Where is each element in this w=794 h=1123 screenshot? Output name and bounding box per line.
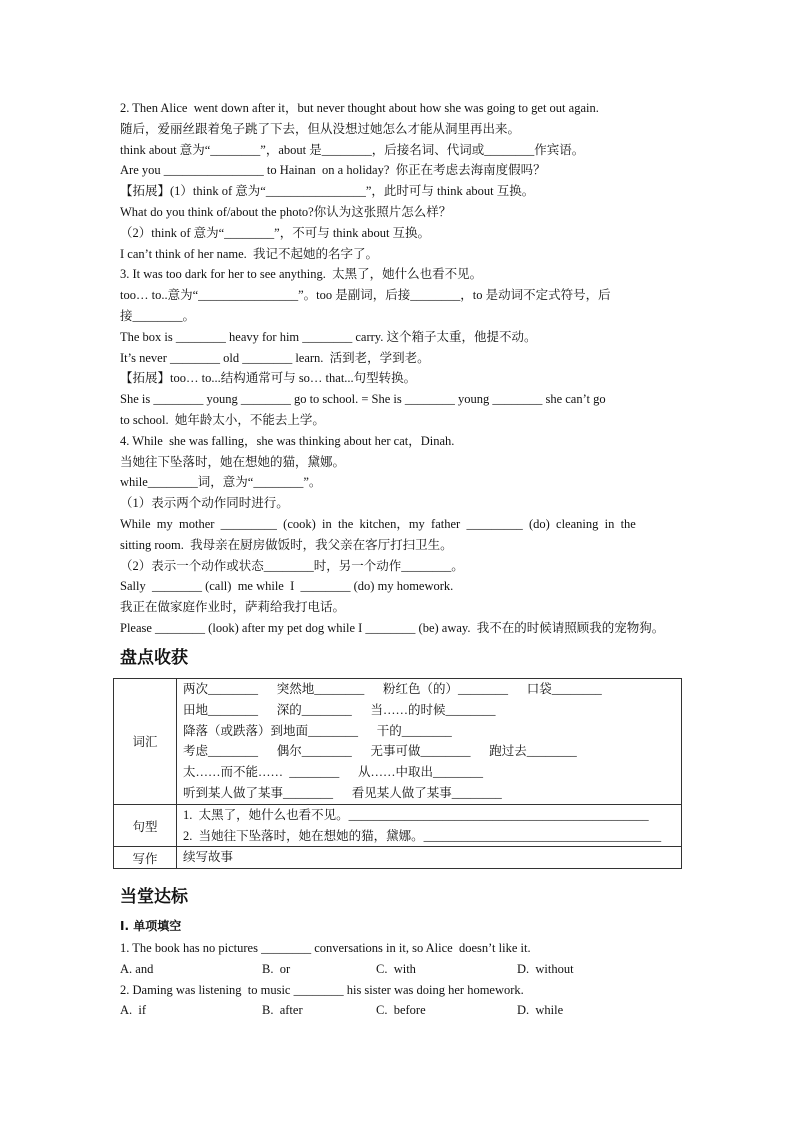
text-line: （2）think of 意为“________”，不可与 think about 互换。 <box>120 225 431 240</box>
text-line: while________词，意为“________”。 <box>120 475 322 490</box>
text-line: 2. Then Alice went down after it，but never thought about how she was going to get out again. <box>120 101 599 115</box>
text-line: While my mother _________ (cook) in the kitchen，my father _________ (do) cleaning in the <box>120 516 636 531</box>
text-line: 当她往下坠落时，她在想她的猫，黛娜。 <box>120 454 346 469</box>
text-line: What do you think of/about the photo?你认为这张照片怎么样？ <box>120 204 452 219</box>
text-line: 4. While she was falling，she was thinking about her cat，Dinah. <box>120 433 455 448</box>
text-line: （1）表示两个动作同时进行。 <box>120 496 289 511</box>
vocab-line: 听到某人做了某事________ 看见某人做了某事________ <box>183 785 502 800</box>
option: D. while <box>517 1003 564 1018</box>
text-line: The box is ________ heavy for him ________ carry. 这个箱子太重，他提不动。 <box>120 329 537 344</box>
text-line: Please ________ (look) after my pet dog while I ________ (be) away. 我不在的时候请照顾我的宠物狗。 <box>120 620 665 635</box>
text-line: 【拓展】(1）think of 意为“________________”，此时可与 think about 互换。 <box>120 184 535 199</box>
text-line: 我正在做家庭作业时，萨莉给我打电话。 <box>120 600 346 615</box>
vocab-line: 太……而不能…… ________ 从……中取出________ <box>183 765 484 780</box>
practice-heading: 当堂达标 <box>120 887 188 907</box>
sentence-line: 1. 太黑了，她什么也看不见。________________________________________________ <box>183 807 649 822</box>
text-line: Sally ________ (call) me while I ________ (do) my homework. <box>120 579 454 594</box>
text-line: I can’t think of her name. 我记不起她的名字了。 <box>120 246 379 261</box>
practice-section <box>120 878 680 1021</box>
vocab-cell <box>177 679 682 805</box>
question-1: 1. The book has no pictures ________ conversations in it, so Alice doesn’t like it. <box>120 941 531 955</box>
option: D. without <box>517 961 574 976</box>
option: C. before <box>376 1003 426 1018</box>
sentence-line: 2. 当她往下坠落时，她在想她的猫，黛娜。______________________________________ <box>183 828 662 843</box>
summary-table <box>113 678 682 869</box>
text-line: She is ________ young ________ go to school. = She is ________ young ________ she can’t go <box>120 392 606 407</box>
text-line: （2）表示一个动作或状态________时，另一个动作________。 <box>120 558 464 573</box>
option: B. after <box>262 1003 303 1018</box>
vocab-row <box>114 679 682 805</box>
text-line: too… to..意为“________________”。too 是副词，后接________，to 是动词不定式符号，后 <box>120 288 611 303</box>
option: A. and <box>120 961 154 976</box>
sentence-row <box>114 804 682 847</box>
summary-heading: 盘点收获 <box>120 647 188 668</box>
text-line: 接________。 <box>120 308 196 323</box>
option: A. if <box>120 1003 147 1018</box>
question-1-options <box>120 959 680 980</box>
question-2-options <box>120 1000 680 1021</box>
text-line: 【拓展】too… to...结构通常可与 so… that...句型转换。 <box>120 371 417 386</box>
text-line: think about 意为“________”，about 是________，后接名词、代词或________作宾语。 <box>120 142 585 157</box>
vocab-line: 考虑________ 偶尔________ 无事可做________ 跑过去________ <box>183 744 577 759</box>
option: C. with <box>376 961 416 976</box>
text-line: sitting room. 我母亲在厨房做饭时，我父亲在客厅打扫卫生。 <box>120 537 453 552</box>
sentence-cell <box>177 804 682 847</box>
writing-row <box>114 847 682 869</box>
vocab-label: 词汇 <box>114 679 177 805</box>
text-line: 随后，爱丽丝跟着兔子跳了下去，但从没想过她怎么才能从洞里再出来。 <box>120 121 521 136</box>
vocab-line: 两次________ 突然地________ 粉红色（的）________ 口袋________ <box>183 682 602 696</box>
content-page <box>120 98 680 674</box>
writing-value: 续写故事 <box>183 850 234 865</box>
text-line: It’s never ________ old ________ learn. 活到老，学到老。 <box>120 350 430 365</box>
vocab-line: 田地________ 深的________ 当……的时候________ <box>183 702 496 717</box>
practice-subheading: Ⅰ. 单项填空 <box>120 919 182 933</box>
option: B. or <box>262 961 291 976</box>
writing-label: 写作 <box>114 847 177 869</box>
text-line: 3. It was too dark for her to see anything. 太黑了，她什么也看不见。 <box>120 267 483 282</box>
writing-cell <box>177 847 682 869</box>
vocab-line: 降落（或跌落）到地面________ 干的________ <box>183 723 452 738</box>
text-line: to school. 她年龄太小，不能去上学。 <box>120 412 325 427</box>
text-line: Are you ________________ to Hainan on a holiday? 你正在考虑去海南度假吗？ <box>120 163 546 178</box>
question-2: 2. Daming was listening to music ________ his sister was doing her homework. <box>120 982 524 997</box>
sentence-label: 句型 <box>114 804 177 847</box>
